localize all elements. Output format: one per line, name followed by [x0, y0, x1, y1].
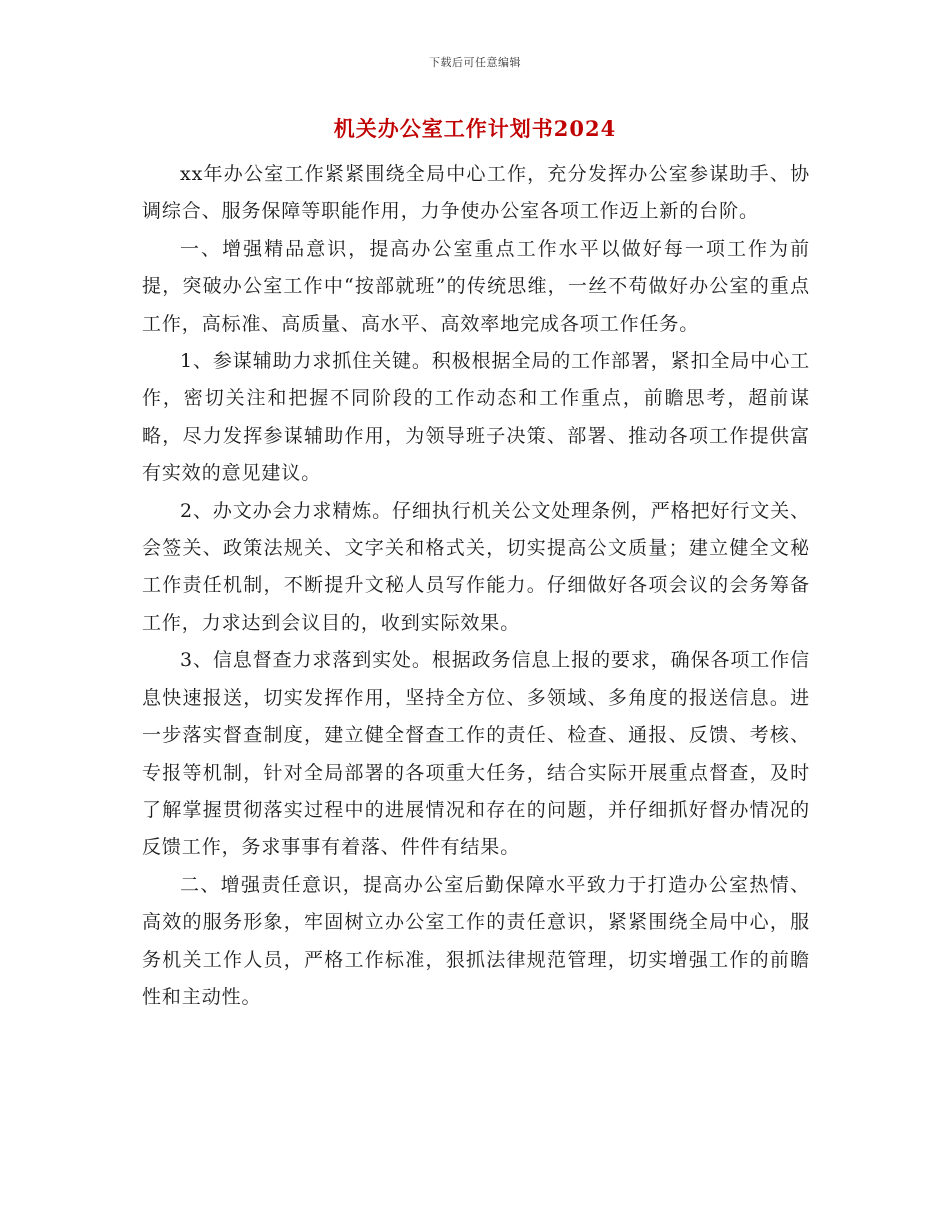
paragraph-intro: xx年办公室工作紧紧围绕全局中心工作，充分发挥办公室参谋助手、协调综合、服务保障等职能作用，力争使办公室各项工作迈上新的台阶。	[142, 163, 810, 223]
header-note: 下载后可任意编辑	[429, 56, 521, 69]
paragraph-item-1: 1、参谋辅助力求抓住关键。积极根据全局的工作部署，紧扣全局中心工作，密切关注和把握不同阶段的工作动态和工作重点，前瞻思考，超前谋略，尽力发挥参谋辅助作用，为领导班子决策、部署、推动各项工作提供富有实效的意见建议。	[142, 350, 810, 485]
document-title: 机关办公室工作计划书2024	[333, 116, 617, 141]
paragraph-item-3: 3、信息督查力求落到实处。根据政务信息上报的要求，确保各项工作信息快速报送，切实发挥作用，坚持全方位、多领域、多角度的报送信息。进一步落实督查制度，建立健全督查工作的责任、检查、通报、反馈、考核、专报等机制，针对全局部署的各项重大任务，结合实际开展重点督查，及时了解掌握贯彻落实过程中的进展情况和存在的问题，并仔细抓好督办情况的反馈工作，务求事事有着落、件件有结果。	[142, 649, 810, 859]
paragraph-item-2: 2、办文办会力求精炼。仔细执行机关公文处理条例，严格把好行文关、会签关、政策法规关、文字关和格式关，切实提高公文质量；建立健全文秘工作责任机制，不断提升文秘人员写作能力。仔细做好各项会议的会务筹备工作，力求达到会议目的，收到实际效果。	[142, 499, 810, 634]
paragraph-section-two: 二、增强责任意识，提高办公室后勤保障水平致力于打造办公室热情、高效的服务形象，牢固树立办公室工作的责任意识，紧紧围绕全局中心，服务机关工作人员，严格工作标准，狠抓法律规范管理，切实增强工作的前瞻性和主动性。	[142, 873, 810, 1008]
paragraph-section-one: 一、增强精品意识，提高办公室重点工作水平以做好每一项工作为前提，突破办公室工作中“按部就班”的传统思维，一丝不苟做好办公室的重点工作，高标准、高质量、高水平、高效率地完成各项工作任务。	[142, 237, 810, 335]
document-body	[142, 156, 810, 1016]
